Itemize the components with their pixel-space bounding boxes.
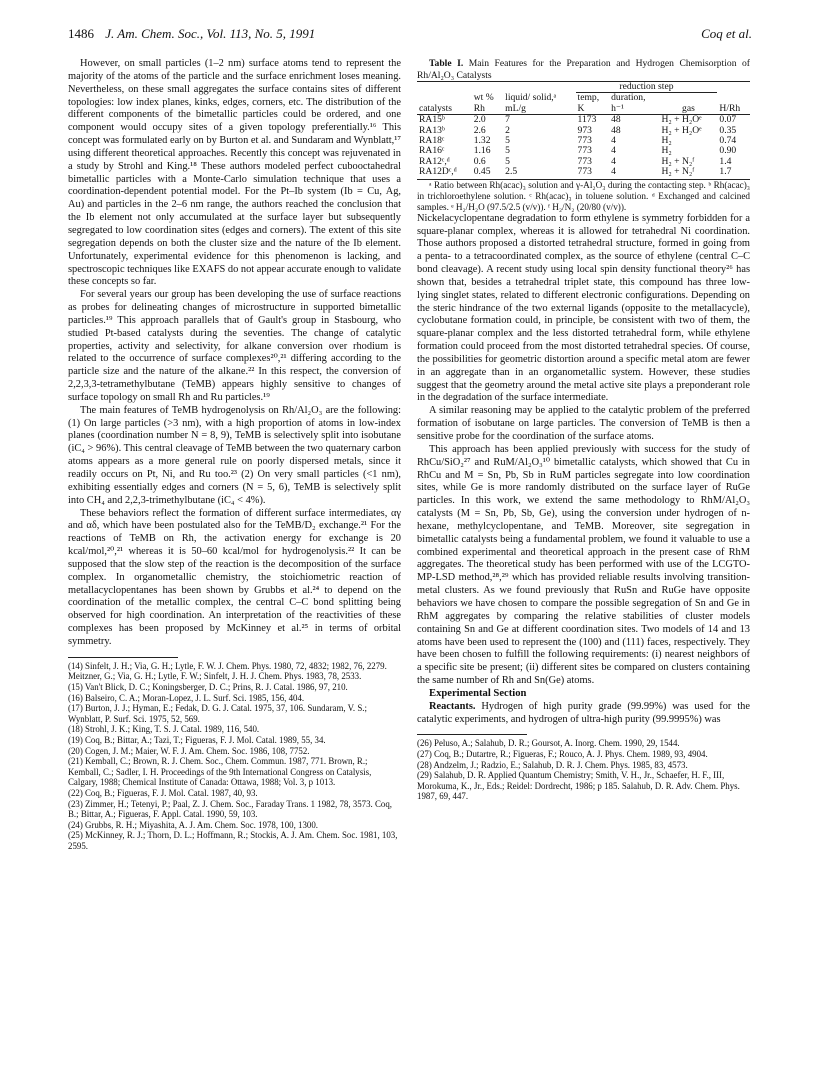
table-cell: 773 bbox=[576, 167, 610, 179]
table-cell: 48 bbox=[611, 114, 621, 126]
column-header: h⁻¹ bbox=[609, 104, 659, 115]
reference-item: (25) McKinney, R. J.; Thorn, D. L.; Hoffmann, R.; Stockis, A. J. Am. Chem. Soc. 1981, 103, 2595. bbox=[68, 830, 398, 851]
table-cell: 48 bbox=[611, 124, 621, 136]
table-cell: 4 bbox=[611, 155, 616, 167]
table-row bbox=[417, 167, 750, 179]
table-cell: 773 bbox=[577, 135, 592, 147]
column-header: liquid/ solid,ᵃ bbox=[505, 92, 557, 104]
table-cell: 973 bbox=[577, 124, 592, 136]
table-header-row bbox=[417, 82, 750, 93]
table-cell: 4 bbox=[611, 135, 616, 147]
table-cell: 2.5 bbox=[503, 167, 575, 179]
table-cell: RA13ᵇ bbox=[419, 124, 445, 136]
reference-item: (15) Van't Blick, D. C.; Koningsberger, D. C.; Prins, R. J. Catal. 1986, 97, 210. bbox=[68, 682, 348, 692]
table-cell: H₂ bbox=[661, 145, 672, 157]
table-cell: 0.74 bbox=[719, 135, 737, 147]
table-cell: 0.45 bbox=[472, 167, 503, 179]
reference-item: (17) Burton, J. J.; Hyman, E.; Fedak, D. G. J. Catal. 1975, 37, 106. Sundaram, V. S.; Wynblatt, P. Surf. Sci. 1975, 52, 569. bbox=[68, 703, 367, 724]
table-cell: RA16ᶜ bbox=[419, 145, 445, 157]
table-cell: RA12Dᶜ,ᵈ bbox=[417, 167, 472, 179]
table-cell: 773 bbox=[577, 155, 592, 167]
table-cell: RA12ᶜ,ᵈ bbox=[419, 155, 450, 167]
reference-item: (18) Strohl, J. K.; King, T. S. J. Catal. 1989, 116, 540. bbox=[68, 724, 260, 735]
table-cell: 0.90 bbox=[719, 145, 737, 157]
body-paragraph: These behaviors reflect the formation of different surface intermediates, αγ and αδ, which have been postulated also for the TeMB/D₂ exchange.²¹ For the reactions of TeMB on Rh, the activation energy for exchange is 20 kcal/mol,²⁰,²¹ whereas it is 50–60 kcal/mol for hydrogenolysis.²² It can be supposed that the slow step of the reaction is the decomposition of the surface complex. In organometallic chemistry, the stoichiometric reaction of metallacyclopentanes has been shown by Grubbs et al.²⁴ to depend on the coordination of the metallic complex, the central C–C bond splitting being observed for high coordination. An interpretation of the reactivities of these complexes has been proposed by McKinney et al.²⁵ in terms of orbital symmetry. bbox=[68, 507, 401, 647]
reference-item: (21) Kemball, C.; Brown, R. J. Chem. Soc., Chem. Commun. 1987, 771. Brown, R.; Kemball, C.; Sadler, I. H. Proceedings of the 9th International Congress on Catalysis, Calgary, 1988; Chemical Institute of Canada: Ottawa, 1988; Vol. 3, p 1013. bbox=[68, 756, 372, 788]
column-header: temp, bbox=[577, 92, 600, 104]
table-cell: 1.32 bbox=[473, 135, 491, 147]
table-cell: 1.7 bbox=[717, 167, 750, 179]
table-row bbox=[417, 115, 750, 126]
body-paragraph: A similar reasoning may be applied to the catalytic problem of the preferred formation of isobutane on large particles. The conversion of TeMB is then a sensitive probe for the coordination of the surface atoms. bbox=[417, 405, 750, 442]
table-cell: 1173 bbox=[577, 114, 597, 126]
footnote-divider bbox=[417, 734, 527, 735]
table-footnote: ᵃ Ratio between Rh(acac)₃ solution and γ-Al₂O₃ during the contacting step. ᵇ Rh(acac)₃ in trichloroethylene solution. ᶜ Rh(acac)₃ in toluene solution. ᵈ Exchanged and calcined samples. ᵉ H₂/H₂O (97.5/2.5 (v/v)). ᶠ H₂/N₂ (20/80 (v/v)). bbox=[417, 179, 750, 212]
table-cell: H₂ bbox=[661, 135, 672, 147]
table-cell: 4 bbox=[611, 145, 616, 157]
table-cell: 773 bbox=[577, 145, 592, 157]
reference-item: (16) Balseiro, C. A.; Moran-Lopez, J. L. Surf. Sci. 1985, 156, 404. bbox=[68, 692, 305, 703]
reference-item: (20) Cogen, J. M.; Maier, W. F. J. Am. Chem. Soc. 1986, 108, 7752. bbox=[68, 745, 310, 756]
table-cell: H₂ + H₂Oᵉ bbox=[661, 114, 702, 126]
footnote-divider bbox=[68, 657, 178, 658]
column-header: Rh bbox=[472, 104, 503, 115]
column-header: H/Rh bbox=[717, 104, 750, 115]
body-paragraph: However, on small particles (1–2 nm) surface atoms tend to represent the majority of the atoms of the particle and the surface enrichment loses meaning. Nevertheless, on these small aggregates the surface contains sites of different topologies: low index planes, kinks, edges, corners, etc. The distribution of the different components of the bimetallic particles could be ordered, and one component would occupy sites of a given topology preferentially.¹⁶ This concept was formulated early on by Burton et al. and Sundaram and Wynblatt,¹⁷ using different theoretical approaches. Recently this concept was rejuvenated in a study by Strohl and King.¹⁸ These authors modeled perfect cubooctahedral bimetallic particles with a Monte-Carlo simulation technique that uses a coordination-dependent potential model. For the Pt–Ib system (Ib = Cu, Ag, Au) and particles in the 2–6 nm range, the authors reached the conclusion that the Ib element not only accumulated at the surface layer but subsequently segregated to low coordination sites (edges and corners). The extent of this site segregation depends on both the cluster size and the nature of the Ib element. Unfortunately, experimental evidence for this phenomenon is lacking, and spectroscopic techniques like EXAFS do not appear accurate enough to validate these concepts so far. bbox=[68, 58, 401, 288]
column-header: gas bbox=[659, 104, 717, 115]
running-authors: Coq et al. bbox=[701, 26, 752, 41]
table-cell: 5 bbox=[505, 135, 510, 147]
reference-item: (29) Salahub, D. R. Applied Quantum Chemistry; Smith, V. H., Jr., Schaefer, H. F., III, Morokuma, K., Jr., Eds.; Reidel: Dordrecht, 1986; p 185. Salahub, D. R. Adv. Chem. Phys. 1987, 69, 447. bbox=[417, 770, 740, 802]
right-column bbox=[417, 58, 750, 802]
catalyst-table bbox=[417, 81, 750, 180]
table-label: Table I. bbox=[429, 58, 464, 69]
table-cell: H₂ + H₂Oᵉ bbox=[661, 124, 702, 136]
running-header bbox=[68, 26, 752, 44]
reference-item: (14) Sinfelt, J. H.; Via, G. H.; Lytle, F. W. J. Chem. Phys. 1980, 72, 4832; 1982, 76, 2279. Meitzner, G.; Via, G. H.; Lytle, F. W.; Sinfelt, J. H. J. Chem. Phys. 1983, 78, 2533. bbox=[68, 660, 387, 682]
table-cell: RA15ᵇ bbox=[419, 114, 445, 126]
reference-item: (27) Coq, B.; Dutartre, R.; Figueras, F.; Rouco, A. J. Phys. Chem. 1989, 93, 4904. bbox=[417, 749, 708, 759]
reference-item: (26) Peluso, A.; Salahub, D. R.; Goursot, A. Inorg. Chem. 1990, 29, 1544. bbox=[417, 738, 680, 749]
column-header: mL/g bbox=[503, 104, 575, 115]
section-heading: Experimental Section bbox=[429, 687, 527, 699]
table-cell: 4 bbox=[609, 167, 659, 179]
table-cell: 0.07 bbox=[719, 114, 737, 126]
table-cell: 5 bbox=[505, 155, 510, 167]
reference-item: (22) Coq, B.; Figueras, F. J. Mol. Catal. 1987, 40, 93. bbox=[68, 787, 258, 798]
left-column bbox=[68, 58, 401, 852]
table-header-row bbox=[417, 104, 750, 115]
column-header: K bbox=[576, 104, 610, 115]
table-title: Main Features for the Preparation and Hydrogen Chemisorption of Rh/Al₂O₃ Catalysts bbox=[417, 58, 750, 81]
table-cell: 2 bbox=[505, 124, 510, 136]
reference-item: (23) Zimmer, H.; Tetenyi, P.; Paal, Z. J. Chem. Soc., Faraday Trans. 1 1982, 78, 3573. Coq, B.; Bittar, A.; Figueras, F. Appl. Catal. 1990, 59, 103. bbox=[68, 798, 393, 820]
reference-list bbox=[68, 661, 401, 852]
column-header: catalysts bbox=[417, 104, 472, 115]
table-cell: 2.0 bbox=[473, 114, 486, 126]
reference-item: (28) Andzelm, J.; Radzio, E.; Salahub, D. R. J. Chem. Phys. 1985, 83, 4573. bbox=[417, 759, 688, 770]
table-cell: RA18ᶜ bbox=[419, 135, 445, 147]
table-cell: 1.4 bbox=[719, 155, 732, 167]
table-cell: 5 bbox=[505, 145, 510, 157]
body-paragraph: For several years our group has been developing the use of surface reactions as probes for delineating changes of microstructure in supported bimetallic particles.¹⁹ This approach parallels that of Gault's group in Stasbourg, who studied Pt-based catalysts during the seventies. The change of catalytic properties, activity and selectivity, for alkane conversion over rhodium is related to the occurrence of surface complexes²⁰,²¹ differing according to the particle size and the nature of the alkane.²² In this respect, the conversion of 2,2,3,3-tetramethylbutane (TeMB) appears highly sensitive to changes of surface topology on small Rh and Ru particles.¹⁹ bbox=[68, 289, 401, 403]
table-cell: H₂ + N₂ᶠ bbox=[661, 155, 695, 167]
reference-item: (24) Grubbs, R. H.; Miyashita, A. J. Am. Chem. Soc. 1978, 100, 1300. bbox=[68, 819, 318, 830]
body-paragraph: This approach has been applied previously with success for the study of RhCu/SiO₂²⁷ and RuM/Al₂O₃¹⁰ bimetallic catalysts, which showed that Cu in RhCu and M = Sn, Pb, Sb in RuM particles segregate into low coordination sites, while Ge is more randomly distributed on the surface layer of RuGe particles. In this work, we extend the same methodology to RhM/Al₂O₃ catalysts (M = Sn, Pb, Sb, Ge), using the conversion under hydrogen of n-hexane, methylcyclopentane, and TeMB. Moreover, site segregation in bimetallic catalysts being a fundamental problem, we found it valuable to use a combined experimental and theoretical approach in the present case of RhM aggregates. The theoretical study has been performed with use of the LCGTO-MP-LSD method,²⁸,²⁹ which has provided reliable results involving transition-metal clusters. As we found previously that RuSn and RuGe have opposite behaviors we have chosen to compare the possible segregation of Sn and Ge in RhM aggregates by comparing the relative stabilities of cluster models containing Sn and Ge at different coordination sites. Two models of 14 and 13 atoms have been used to represent the (100) and (111) faces, respectively. They have been chosen to fulfill the following requirements: (i) nearest neighbors of a specific site be present; (ii) different sites be compared on clusters containing the same number of Rh and Sn(Ge) atoms. bbox=[417, 443, 750, 687]
body-paragraph bbox=[417, 701, 750, 727]
journal-citation: J. Am. Chem. Soc., Vol. 113, No. 5, 1991 bbox=[105, 26, 316, 41]
table-cell: 0.6 bbox=[473, 155, 486, 167]
table-cell: 1.16 bbox=[473, 145, 491, 157]
body-paragraph: Nickelacyclopentane degradation to form ethylene is symmetry forbidden for a square-planar complex, whereas it is allowed for tetrahedral Ni coordination. Those authors proposed a distorted tetrahedral structure, formed in going from a penta- to a tetracoordinated complex, as the source of ethylene (central C–C bond cleavage). A recent study using local spin density functional theory²⁶ has shown that, besides a tetrahedral triplet state, this compound has three low-lying singlet states, related to different electronic configurations. Depending on the steric hindrance of the two external ligands (opposite to the metallacycle), cyclobutane formation could, in principle, be consistent with two of them, the square-planar complex and the less distorted tetrahedral form, while ethylene formation could proceed from the most distorted tetrahedral species. Of course, the possibilities for geometric distortion around a specific metal atom are fewer in an aggregate than in an organometallic system. However, these studies suggest that the geometry around the metal active site plays a preponderant role in the degradation of the surface intermediate. bbox=[417, 212, 750, 404]
body-paragraph: The main features of TeMB hydrogenolysis on Rh/Al₂O₃ are the following: (1) On large particles (>3 nm), with a high proportion of atoms in low-index planes (coordination number N = 8, 9), TeMB is selectively split into isobutane (iC₄ > 96%). This central cleavage of TeMB between the two quaternary carbon atoms appears as a more general rule on poorly dispersed metals, since it readily occurs on Pt, Ni, and Ru too.²³ (2) On very small particles (<1 nm), exhibiting essentially edges and corners (N = 5, 6), TeMB is selectively split into CH₄ and 2,2,3-trimethylbutane (iC₄ < 4%). bbox=[68, 404, 401, 506]
page-number: 1486 bbox=[68, 26, 94, 41]
table-cell: 7 bbox=[505, 114, 510, 126]
table-cell: H₂ + N₂ᶠ bbox=[659, 167, 717, 179]
table-cell: 0.35 bbox=[719, 124, 737, 136]
table-caption bbox=[417, 58, 750, 81]
reference-list bbox=[417, 738, 750, 802]
column-header: wt % bbox=[473, 92, 494, 104]
reference-item: (19) Coq, B.; Bittar, A.; Tazi, T.; Figueras, F. J. Mol. Catal. 1989, 55, 34. bbox=[68, 734, 326, 745]
table-cell: 2.6 bbox=[473, 124, 486, 136]
paragraph-heading: Reactants. bbox=[429, 700, 476, 712]
reduction-step-header: reduction step bbox=[576, 82, 718, 93]
column-header: duration, bbox=[611, 92, 646, 104]
paragraph-text: Hydrogen of high purity grade (99.99%) was used for the catalytic experiments, and hydrogen of ultra-high purity (99.9995%) was bbox=[417, 700, 750, 725]
